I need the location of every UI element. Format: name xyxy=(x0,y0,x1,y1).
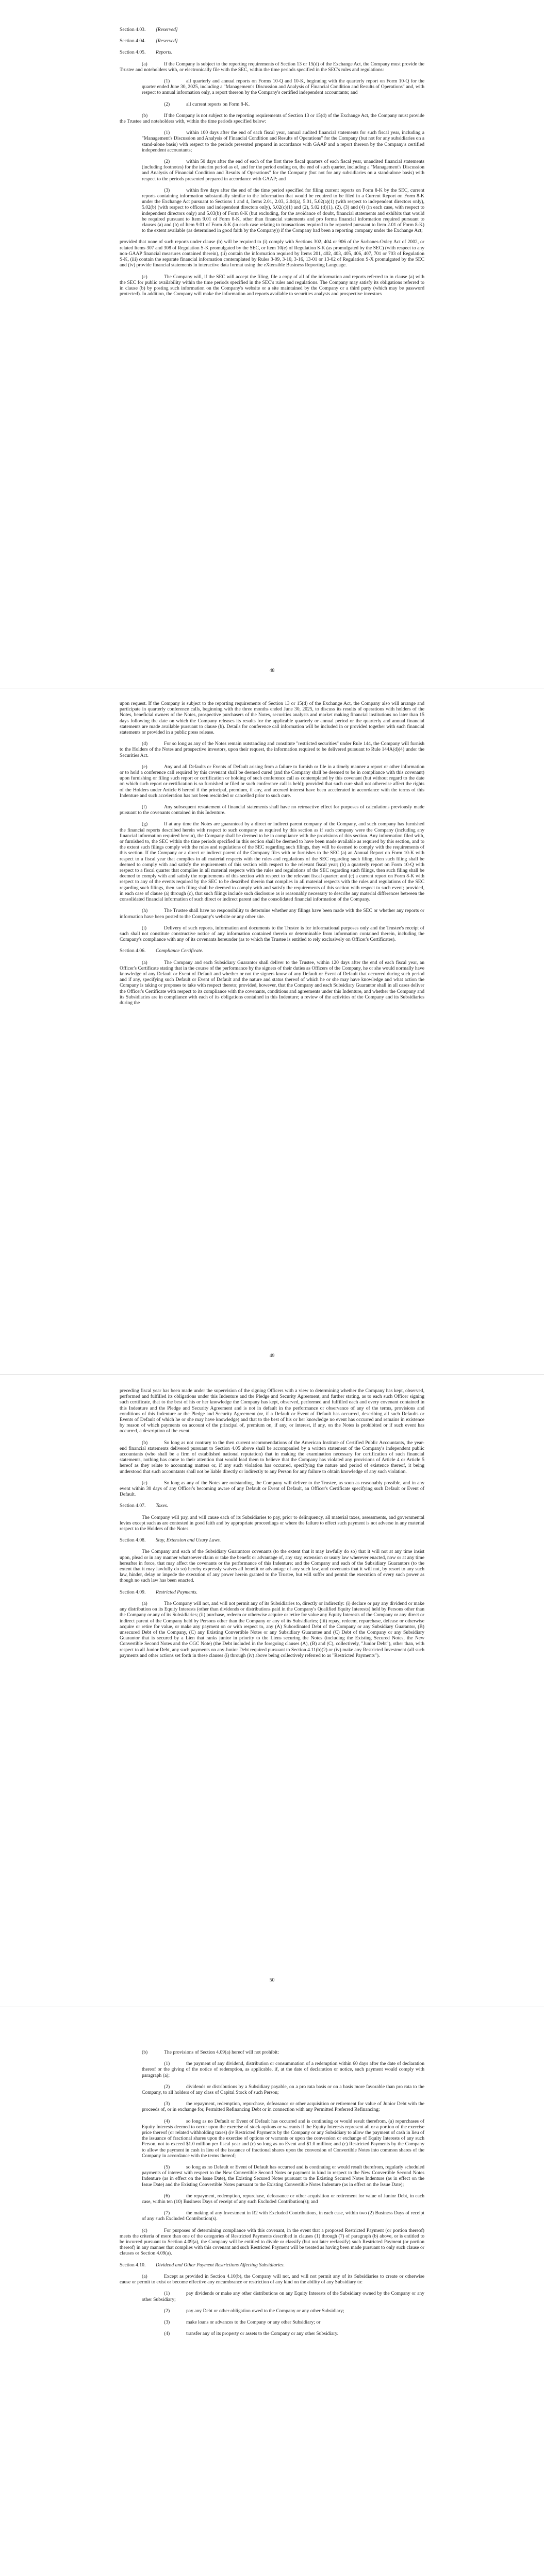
paragraph-4-06-a: (a) The Company and each Subsidiary Guarantor shall deliver to the Trustee, within 120 days after the end of each fiscal year, an Officer's Certificate stating that in the course of the performance by the signers of their duties as Officers of the Company, he or she would normally have knowledge of any Default or Event of Default and whether or not the signers know of any Default or Event of Default that occurred during such period and if any, specifying such Default or Event of Default and the nature and status thereof of which he or she may have knowledge and what action the Company is taking or proposes to take with respect thereto; provided, however, that the Company and each Subsidiary Guarantor shall in all cases deliver the Officer's Certificate with respect to its compliance with the covenants, conditions and agreements under this Indenture, and whether the Company and its Subsidiaries are in compliance with each of its obligations contained in this Indenture; a review of the activities of the Company and its Subsidiaries during the xyxy=(120,959,424,1006)
paragraph-4-09-b-3: (3) the repayment, redemption, repurchase, defeasance or other acquisition or retirement for value of Junior Debt with the proceeds of, or in exchange for, Permitted Refinancing Debt or in connection with any Permitted Preferred Refinancing; xyxy=(142,2101,424,2113)
paragraph-4-05-b-2: (2) within 50 days after the end of each of the first three fiscal quarters of each fiscal year, unaudited financial statements (including footnotes) for the interim period as of, and for the period ending on, the end of such quarter, including a "Management's Discussion and Analysis of Financial Condition and Results of Operations" for the Company (but not for any subsidiaries on a stand-alone basis) with respect to the periods presented prepared in accordance with GAAP; and xyxy=(142,159,424,182)
paragraph-4-06-c: (c) So long as any of the Notes are outstanding, the Company will deliver to the Trustee, as soon as reasonably possible, and in any event within 30 days of any Officer's becoming aware of any Default or Event of Default, an Officer's Certificate specifying such Default or Event of Default. xyxy=(120,1480,424,1498)
section-4-05-heading: Section 4.05. Reports. xyxy=(120,49,173,56)
page-number-50: 50 xyxy=(269,1977,275,1983)
page-51 xyxy=(0,2049,544,2342)
continued-paragraph: preceding fiscal year has been made under the supervision of the signing Officers with a view to determining whether the Company has kept, observed, performed and fulfilled its obligations under this Indenture and the Pledge and Security Agreement, and further stating, as to each such Officer signing such certificate, that to the best of his or her knowledge the Company has kept, observed, performed and fulfilled each and every covenant contained in this Indenture and the Pledge and Security Agreement and is not in default in the performance or observance of any of the terms, provisions and conditions of this Indenture or the Pledge and Security Agreement (or, if a Default or Event of Default has occurred, describing all such Defaults or Events of Default of which he or she may have knowledge) and that to the best of his or her knowledge no event has occurred and remains in existence by reason of which payments on account of the principal of, premium on, if any, or interest, if any, on the Notes is prohibited or if such event has occurred, a description of the event. xyxy=(120,1388,424,1434)
paragraph-4-09-b-1: (1) the payment of any dividend, distribution or consummation of a redemption within 60 days after the date of declaration thereof or the giving of the notice of redemption, as applicable, if, at the date of declaration or notice, such payment would comply with paragraph (a); xyxy=(142,2061,424,2078)
page-49 xyxy=(0,701,544,1011)
page-number-48: 48 xyxy=(269,668,275,673)
paragraph-4-10-a: (a) Except as provided in Section 4.10(b), the Company will not, and will not permit any of its Subsidiaries to create or otherwise cause or permit to exist or become effective any encumbrance or restriction of any kind on the ability of any Subsidiary to: xyxy=(120,2273,424,2285)
paragraph-4-05-a-2: (2) all current reports on Form 8-K. xyxy=(164,101,250,107)
paragraph-4-05-g: (g) If at any time the Notes are guaranteed by a direct or indirect parent company of the Company, and such company has furnished the financial reports described herein with respect to such company as required by this section as if such company were the Company (including any financial information required herein), the Company shall be deemed to be in compliance with the provisions of this section. Any information filed with, or furnished to, the SEC within the time periods specified in this section shall be deemed to have been made available as required by this section, and to the extent such filings comply with the rules and regulations of the SEC regarding such filings, they will be deemed to comply with the requirements of this section. If the Company or a direct or indirect parent of the Company files with or furnishes to the SEC (a) an Annual Report on Form 10-K with respect to a fiscal year that complies in all material respects with the rules and regulations of the SEC regarding such filing, then such filing shall be deemed to comply with and satisfy the requirements of this section with respect to the relevant fiscal year; (b) a quarterly report on Form 10-Q with respect to a fiscal quarter that complies in all material respects with the rules and regulations of the SEC regarding such filings, then such filing shall be deemed to comply with and satisfy the requirements of this section with respect to the relevant fiscal quarter; and (c) a current report on Form 8-K with respect to any of the events required by the SEC to be described therein that complies in all material respects with the rules and regulations of the SEC regarding such filings, then such filing shall be deemed to comply with and satisfy the requirements of this section with respect to such event; provided, in each case of clause (a) through (c), that such filings include such disclosure as is reasonably necessary to describe any material differences between the consolidated financial information of such direct or indirect parent and the consolidated financial information of the Company. xyxy=(120,821,424,903)
paragraph-4-05-f: (f) Any subsequent restatement of financial statements shall have no retroactive effect for purposes of calculations previously made pursuant to the covenants contained in this Indenture. xyxy=(120,804,424,816)
paragraph-4-05-b-1: (1) within 100 days after the end of each fiscal year, annual audited financial statements for such fiscal year, including a "Management's Discussion and Analysis of Financial Condition and Results of Operations" for the Company (but not for any subsidiaries on a stand-alone basis) with respect to the periods presented prepared in accordance with GAAP and a report thereon by the Company's certified independent accountants; xyxy=(142,130,424,153)
paragraph-4-09-b-5: (5) so long as no Default or Event of Default has occurred and is continuing or would result therefrom, regularly scheduled payments of interest with respect to the New Convertible Second Notes or payment in kind in respect to the New Convertible Second Notes Indenture (as in effect on the Issue Date), the Existing Secured Notes pursuant to the Existing Secured Notes Indenture (as in effect on the Issue Date) and the Existing Convertible Notes pursuant to the Existing Convertible Notes Indenture (as in effect on the Issue Date); xyxy=(142,2164,424,2188)
section-4-09-heading: Section 4.09. Restricted Payments. xyxy=(120,1589,197,1595)
paragraph-4-05-b-3: (3) within five days after the end of the time period specified for filing current reports on Form 8-K by the SEC, current reports containing information substantially similar to the information that would be required to be filed in a Current Report on Form 8-K under the Exchange Act pursuant to Sections 1 and 4, Items 2.01, 2.03, 2.04(a), 5.01, 5.02(a)(1) (with respect to independent directors only), 5.02(b) (with respect to officers and independent directors only), 5.02(c)(1) and (2), 5.02 (d)(1), (2), (3) and (4) (in each case, with respect to independent directors only) and 5.03(b) of Form 8-K (but excluding, for the avoidance of doubt, financial statements and exhibits that would be required pursuant to Item 9.01 of Form 8-K, other than financial statements and pro forma financial information required pursuant to clauses (a) and (b) of Item 9.01 of Form 8-K (in each case relating to transactions required to be reported pursuant to Item 2.01 of Form 8-K) to the extent available (as determined in good faith by the Company)) if the Company had been a reporting company under the Exchange Act; xyxy=(142,187,424,234)
paragraph-4-09-b-7: (7) the making of any Investment in R2 with Excluded Contributions, in each case, within two (2) Business Days of receipt of any such Excluded Contribution(s). xyxy=(142,2210,424,2222)
paragraph-4-05-a: (a) If the Company is subject to the reporting requirements of Section 13 or 15(d) of the Exchange Act, the Company must provide the Trustee and noteholders with, or electronically file with the SEC, within the time periods specified in the SEC's rules and regulations: xyxy=(120,61,424,73)
paragraph-4-09-b-6: (6) the repayment, redemption, repurchase, defeasance or other acquisition or retirement for value of Junior Debt, in each case, within ten (10) Business Days of receipt of any such Excluded Contribution(s); and xyxy=(142,2193,424,2205)
page-48 xyxy=(0,27,544,302)
paragraph-4-09-b-4: (4) so long as no Default or Event of Default has occurred and is continuing or would result therefrom, (a) repurchases of Equity Interests deemed to occur upon the exercise of stock options or warrants if the Equity Interests represent all or a portion of the exercise price thereof (or related withholding taxes) (iv Restricted Payments by the Company or any Subsidiary to allow the payment of cash in lieu of the issuance of fractional shares upon the exercise of options or warrants or upon the conversion or exchange of Equity Interests of any such Person, not to exceed $1.0 million per fiscal year and (c) so long as no Event and $1.0 million; and (c) Restricted Payments by the Company to allow the payment in cash in lieu of the issuance of fractional shares upon the conversion of Convertible Notes into common shares of the Company in accordance with the terms thereof; xyxy=(142,2118,424,2159)
paragraph-4-10-a-4: (4) transfer any of its property or assets to the Company or any other Subsidiary. xyxy=(164,2331,339,2337)
page-50 xyxy=(0,1388,544,1664)
paragraph-4-09-b-2: (2) dividends or distributions by a Subsidiary payable, on a pro rata basis or on a basis more favorable than pro rata to the Company, to all holders of any class of Capital Stock of such Person; xyxy=(142,2083,424,2096)
paragraph-4-05-h: (h) The Trustee shall have no responsibility to determine whether any filings have been made with the SEC or whether any reports or information have been posted to the Company's website or any other site. xyxy=(120,908,424,920)
paragraph-4-05-e: (e) Any and all Defaults or Events of Default arising from a failure to furnish or file in a timely manner a report or other information or to hold a conference call required by this covenant shall be deemed cured (and the Company shall be deemed to be in compliance with this covenant) upon furnishing or filing such report or certification or holding of such conference call as contemplated by this covenant (but without regard to the date on which such report or certification is so furnished or filed or such conference call is held); provided that such cure shall not otherwise affect the rights of the Holders under Article 6 hereof if the principal, premium, if any, and accrued interest have been accelerated in accordance with the terms of this Indenture and such acceleration has not been rescinded or cancelled prior to such cure. xyxy=(120,764,424,799)
paragraph-4-10-a-1: (1) pay dividends or make any other distributions on any Equity Interests of the Subsidiary owned by the Company or any other Subsidiary; xyxy=(142,2291,424,2302)
paragraph-4-05-d: (d) For so long as any of the Notes remain outstanding and constitute "restricted securities" under Rule 144, the Company will furnish to the Holders of the Notes and prospective investors, upon their request, the information required to be delivered pursuant to Rule 144A(d)(4) under the Securities Act. xyxy=(120,741,424,758)
section-4-08-heading: Section 4.08. Stay, Extension and Usury Laws. xyxy=(120,1537,221,1544)
page-number-49: 49 xyxy=(269,1353,275,1359)
paragraph-4-09-c: (c) For purposes of determining compliance with this covenant, in the event that a proposed Restricted Payment (or portion thereof) meets the criteria of more than one of the categories of Restricted Payments described in clauses (1) through (7) of paragraph (b) above, or is entitled to be incurred pursuant to Section 4.09(a), the Company will be entitled to divide or classify (but not later reclassify) such Restricted Payment (or portion thereof) in any manner that complies with this covenant and such Restricted Payment will be treated as having been made pursuant to only such clause or clauses or Section 4.09(a). xyxy=(120,2227,424,2257)
paragraph-4-05-c: (c) The Company will, if the SEC will accept the filing, file a copy of all of the information and reports referred to in clause (a) with the SEC for public availability within the time periods specified in the SEC's rules and regulations. The Company may satisfy its obligations referred to in clause (b) by posting such information on the Company's website or a site maintained by the Company or a third party (which may be password protected). In addition, the Company will make the information and reports available to securities analysts and prospective investors xyxy=(120,274,424,297)
section-4-03-heading: Section 4.03. [Reserved] xyxy=(120,27,178,32)
paragraph-4-06-b: (b) So long as not contrary to the then current recommendations of the American Institute of Certified Public Accountants, the year-end financial statements delivered pursuant to Section 4.05 above shall be accompanied by a written statement of the Company's independent public accountants (who shall be a firm of established national reputation) that in making the examination necessary for certification of such financial statements, nothing has come to their attention that would lead them to believe that the Company has violated any provisions of Article 4 or Article 5 hereof as they relate to accounting matters or, if any such violation has occurred, specifying the nature and period of existence thereof, it being understood that such accountants shall not be liable directly or indirectly to any Person for any failure to obtain knowledge of any such violation. xyxy=(120,1439,424,1475)
paragraph-4-09-b: (b) The provisions of Section 4.09(a) hereof will not prohibit: xyxy=(142,2049,279,2055)
section-4-04-heading: Section 4.04. [Reserved] xyxy=(120,38,178,44)
section-4-07-heading: Section 4.07. Taxes. xyxy=(120,1503,168,1509)
paragraph-4-10-a-3: (3) make loans or advances to the Company or any other Subsidiary; or xyxy=(164,2319,321,2325)
paragraph-4-10-a-2: (2) pay any Debt or other obligation owed to the Company or any other Subsidiary; xyxy=(164,2308,344,2314)
paragraph-4-05-a-1: (1) all quarterly and annual reports on Forms 10-Q and 10-K, beginning with the quarterly report on Form 10-Q for the quarter ended June 30, 2025, including a "Management's Discussion and Analysis of Financial Condition and Results of Operations" and, with respect to annual information only, a report thereon by the Company's certified independent accountants; and xyxy=(142,78,424,96)
paragraph-4-09-a: (a) The Company will not, and will not permit any of its Subsidiaries to, directly or indirectly: (i) declare or pay any dividend or make any distribution on its Equity Interests (other than dividends or distributions paid in the Company's Qualified Equity Interests) held by Persons other than the Company or any of its Subsidiaries; (ii) purchase, redeem or otherwise acquire or retire for value any Equity Interests of the Company or any direct or indirect parent of the Company held by Persons other than the Company or any of its Subsidiaries; (iii) repay, redeem, repurchase, defease or otherwise acquire or retire for value, or make any payment on or with respect to, any (A) Subordinated Debt of the Company or any Subsidiary Guarantor, (B) unsecured Debt of the Company, (C) any Existing Convertible Notes or any Subsidiary Guarantee and (C) Debt of the Company or any Subsidiary Guarantor that is secured by a Lien that ranks junior in priority to the Liens securing the Notes (including the Existing Secured Notes, the New Convertible Second Notes and the CGC Note) (the Debt included in the foregoing clauses (A), (B) and (C), collectively, "Junior Debt"), other than, with respect to all Junior Debt, any such payments on any Junior Debt required pursuant to Section 4.11(b)(2) or (iv) make any Restricted Investment (all such payments and other actions set forth in these clauses (i) through (iv) above being collectively referred to as "Restricted Payments"). xyxy=(120,1600,424,1658)
proviso-paragraph: provided that none of such reports under clause (b) will be required to (i) comply with Sections 302, 404 or 906 of the Sarbanes-Oxley Act of 2002, or related Items 307 and 308 of Regulation S-K promulgated by the SEC, or Item 10(e) of Regulation S-K (as promulgated by the SEC) (with respect to any non-GAAP financial measures contained therein), (ii) contain the information required by Items 201, 402, 403, 405, 406, 407, 701 or 703 of Regulation S-K, (iii) contain the separate financial information contemplated by Rules 3-09, 3-10, 3-16, 13-01 or 13-02 of Regulation S-X promulgated by the SEC and (iv) provide financial statements in interactive data format using the eXtensible Business Reporting Language. xyxy=(120,239,424,268)
continued-paragraph: upon request. If the Company is subject to the reporting requirements of Section 13 or 15(d) of the Exchange Act, the Company also will arrange and participate in quarterly conference calls, beginning with the three months ended June 30, 2025, to discuss its results of operations with holders of the Notes, beneficial owners of the Notes, prospective purchasers of the Notes, securities analysts and market making financial institutions no later than 15 days following the date on which the Company releases its results for the applicable quarterly or annual period or the quarterly and annual financial statements are made available pursuant to clause (b). Details for conference call information will be included in or provided together with such financial statements or provided in a public press release. xyxy=(120,701,424,736)
paragraph-4-05-b: (b) If the Company is not subject to the reporting requirements of Section 13 or 15(d) of the Exchange Act, the Company must provide the Trustee and noteholders with, within the time periods specified below: xyxy=(120,112,424,125)
section-4-06-heading: Section 4.06. Compliance Certificate. xyxy=(120,948,204,954)
paragraph-4-05-i: (i) Delivery of such reports, information and documents to the Trustee is for informational purposes only and the Trustee's receipt of such shall not constitute constructive notice of any information contained therein or determinable from information contained therein, including the Company's compliance with any of its covenants hereunder (as to which the Trustee is entitled to rely exclusively on Officer's Certificates). xyxy=(120,925,424,943)
section-4-10-heading: Section 4.10. Dividend and Other Payment Restrictions Affecting Subsidiaries. xyxy=(120,2262,285,2268)
paragraph-4-07: The Company will pay, and will cause each of its Subsidiaries to pay, prior to delinquency, all material taxes, assessments, and governmental levies except such as are contested in good faith and by appropriate proceedings or where the failure to effect such payment is not adverse in any material respect to the Holders of the Notes. xyxy=(120,1514,424,1532)
paragraph-4-08: The Company and each of the Subsidiary Guarantors covenants (to the extent that it may lawfully do so) that it will not at any time insist upon, plead or in any manner whatsoever claim or take the benefit or advantage of, any stay, extension or usury law wherever enacted, now or at any time hereafter in force, that may affect the covenants or the performance of this Indenture; and the Company and each of the Subsidiary Guarantors (to the extent that it may lawfully do so) hereby expressly waives all benefit or advantage of any such law, and covenants that it will not, by resort to any such law, hinder, delay or impede the execution of any power herein granted to the Trustee, but will suffer and permit the execution of every such power as though no such law has been enacted. xyxy=(120,1549,424,1584)
